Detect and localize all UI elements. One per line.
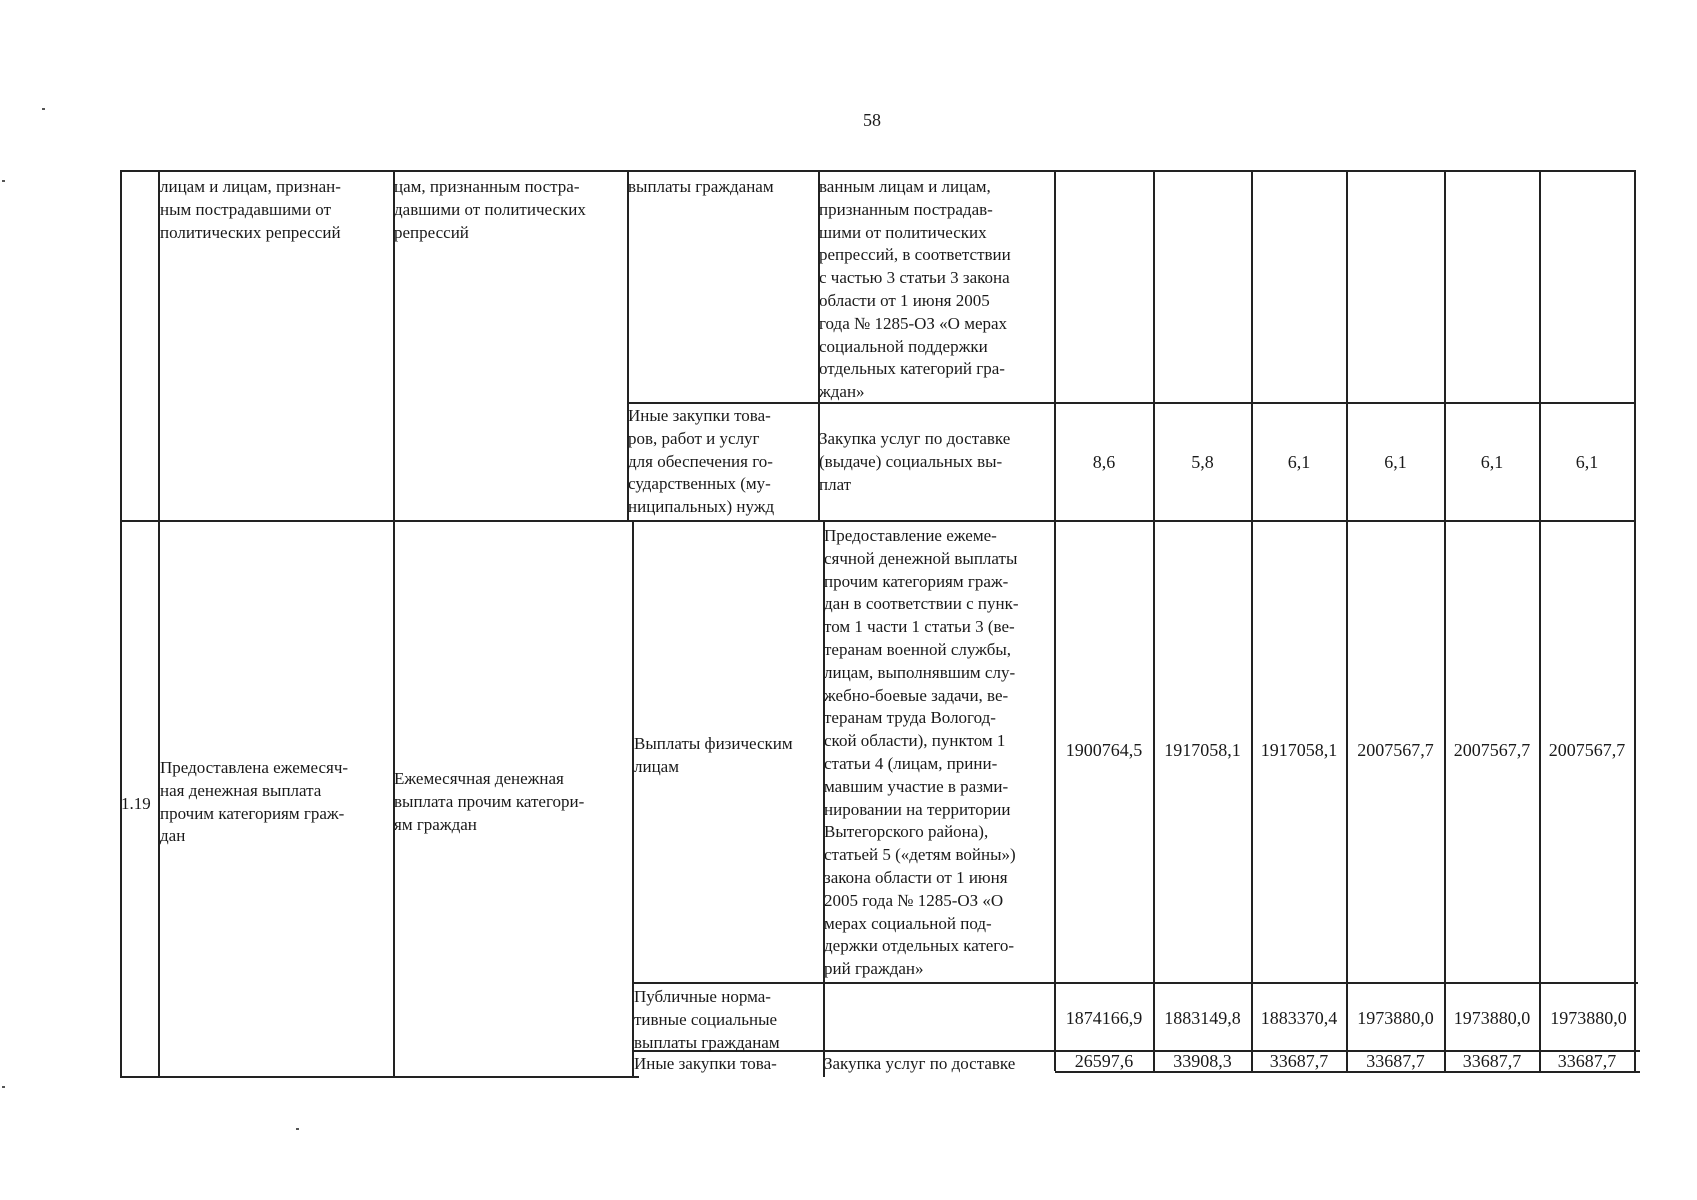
value-cell: 33687,7 — [1269, 1051, 1329, 1071]
scan-speck — [296, 1128, 299, 1130]
table-right-border — [1634, 170, 1636, 1071]
sub-row-divider — [628, 402, 1635, 404]
column-divider — [1251, 170, 1253, 1071]
expense-type-cell: выплаты гражданам — [628, 177, 774, 196]
column-divider — [393, 170, 395, 1077]
value-cell: 6,1 — [1480, 452, 1504, 472]
page-number: 58 — [863, 110, 881, 130]
scan-speck — [2, 1086, 5, 1088]
value-cell: 1883370,4 — [1260, 1008, 1338, 1028]
value-cell: 6,1 — [1287, 452, 1311, 472]
result-cell: Предоставлена ежемесяч- ная денежная выплата прочим категориям граж- дан — [160, 758, 349, 846]
value-cell: 1883149,8 — [1164, 1008, 1241, 1028]
row-divider — [120, 520, 1635, 522]
value-cell: 33908,3 — [1173, 1051, 1232, 1071]
column-divider — [1153, 170, 1155, 1071]
value-cell: 33687,7 — [1366, 1051, 1425, 1071]
direction-cell: Закупка услуг по доставке (выдаче) социальных вы- плат — [819, 429, 1011, 494]
column-divider — [1346, 170, 1348, 1071]
event-cell: Ежемесячная денежная выплата прочим категори- ям граждан — [394, 769, 585, 834]
value-cell: 2007567,7 — [1548, 740, 1626, 760]
event-cell-continued: цам, признанным постра- давшими от политических репрессий — [394, 177, 586, 242]
expense-type-cell: Публичные норма- тивные социальные выплаты гражданам — [634, 987, 780, 1052]
row-number: 1.19 — [121, 794, 151, 813]
scan-speck — [2, 180, 5, 182]
scan-speck — [42, 108, 45, 110]
column-divider — [1444, 170, 1446, 1071]
value-cell: 2007567,7 — [1357, 740, 1434, 760]
value-cell: 1917058,1 — [1260, 740, 1338, 760]
value-cell: 1900764,5 — [1065, 740, 1143, 760]
direction-cell: Закупка услуг по доставке — [824, 1054, 1016, 1073]
table-top-border — [120, 170, 1635, 172]
column-divider — [1054, 170, 1056, 1071]
result-cell-continued: лицам и лицам, признан- ным пострадавшими от политических репрессий — [160, 177, 341, 242]
value-cell: 33687,7 — [1557, 1051, 1617, 1071]
expense-type-cell: Выплаты физическим лицам — [634, 734, 793, 776]
column-divider — [158, 170, 160, 1077]
value-cell: 33687,7 — [1462, 1051, 1522, 1071]
value-cell: 1917058,1 — [1164, 740, 1241, 760]
sub-row-divider — [633, 982, 1638, 984]
value-cell: 1973880,0 — [1357, 1008, 1434, 1028]
table-bottom-border — [120, 1076, 639, 1078]
value-cell: 1973880,0 — [1550, 1008, 1627, 1028]
table-left-border — [120, 170, 122, 1077]
expense-type-cell: Иные закупки това- ров, работ и услуг для обеспечения го- сударственных (му- ниципальных) нужд — [628, 406, 775, 517]
value-cell: 1874166,9 — [1065, 1008, 1143, 1028]
value-cell: 6,1 — [1384, 452, 1407, 472]
direction-cell: ванным лицам и лицам, признанным пострадав- шими от политических репрессий, в соответствии с частью 3 статьи 3 закона области от 1 июня 2005 года № 1285-ОЗ «О мерах социальной поддержки отдельных категорий гра- ждан» — [819, 177, 1011, 402]
column-divider — [1539, 170, 1541, 1071]
value-cell: 6,1 — [1575, 452, 1599, 472]
value-cell: 1973880,0 — [1453, 1008, 1531, 1028]
value-cell: 8,6 — [1092, 452, 1116, 472]
value-cell: 5,8 — [1191, 452, 1214, 472]
direction-cell: Предоставление ежеме- сячной денежной выплаты прочим категориям граж- дан в соответствии с пунк- том 1 части 1 статьи 3 (ве- теранам военной службы, лицам, выполнявшим слу- жебно-боевые задачи, ве- теранам труда Вологод- ской области), пунктом 1 статьи 4 (лицам, прини- мавшим участие в разми- нировании на территории Вытегорского района), статьей 5 («детям войны») закона области от 1 июня 2005 года № 1285-ОЗ «О мерах социальной под- держки отдельных катего- рий граждан» — [824, 526, 1019, 979]
value-cell: 26597,6 — [1074, 1051, 1134, 1071]
expense-type-cell: Иные закупки това- — [634, 1054, 777, 1073]
value-cell: 2007567,7 — [1453, 740, 1531, 760]
